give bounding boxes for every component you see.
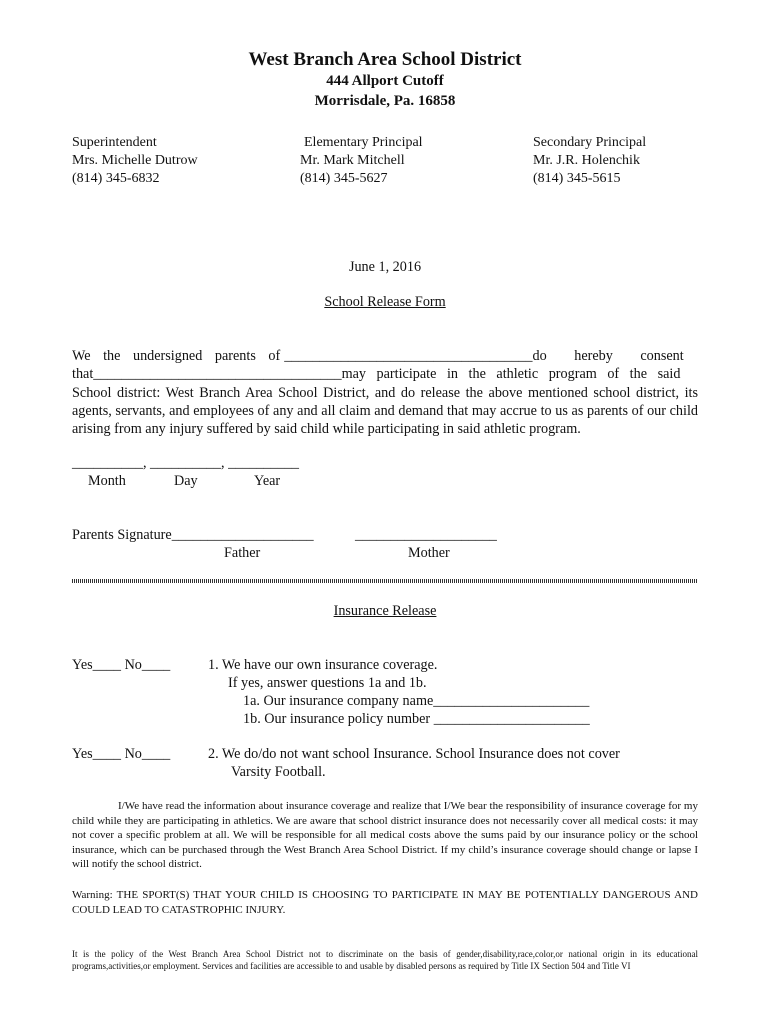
address-line-1: 444 Allport Cutoff (326, 73, 444, 89)
month-label: Month (88, 473, 126, 489)
q2-text-line-2: Varsity Football. (231, 764, 326, 780)
day-label: Day (174, 473, 198, 489)
insurance-statement: I/We have read the information about insurance coverage and realize that I/We bear the responsibility of insurance coverage for my child while they are participating in athletics. We are aware that school district insurance does not necessarily cover all medical costs: it may not cover a specific problem at all. We will be responsible for all medical costs above the sums paid by our insurance policy or the school insurance, which can be purchased through the West Branch Area School District. If my child’s insurance coverage should change or lapse I will notify the school district. (72, 800, 698, 870)
year-label: Year (254, 473, 281, 489)
address-line-2: Morrisdale, Pa. 16858 (314, 93, 456, 109)
q1b-policy-field[interactable]: 1b. Our insurance policy number ______________________ (243, 711, 590, 727)
official-title: Superintendent (72, 135, 157, 150)
consent-line-1: We the undersigned parents of ___________________________________do hereby consent (72, 348, 698, 365)
consent-paragraph: School district: West Branch Area School District, and do release the above mentioned school district, its agents, servants, and employees of any and all claim and demand that may accrue to us as parents of our child arising from any injury suffered by said child while participating in said athletic program. (72, 385, 698, 437)
district-name: West Branch Area School District (248, 49, 522, 70)
q1-subtext: If yes, answer questions 1a and 1b. (228, 675, 427, 691)
q1-yes-no[interactable]: Yes____ No____ (72, 657, 171, 673)
signature-label: Parents Signature (72, 527, 172, 543)
official-phone: (814) 345-5627 (300, 171, 388, 186)
consent-line-2: that___________________________________may participate in the athletic program of the said (72, 366, 681, 382)
official-name: Mrs. Michelle Dutrow (72, 153, 198, 168)
mother-signature-field[interactable]: ____________________ (355, 527, 497, 543)
official-secondary-principal (533, 134, 646, 188)
form-title: School Release Form (324, 294, 446, 310)
father-label: Father (224, 545, 261, 561)
father-signature-field[interactable]: ____________________ (171, 527, 314, 543)
official-phone: (814) 345-5615 (533, 171, 621, 186)
letter-date: June 1, 2016 (348, 259, 422, 275)
official-name: Mr. J.R. Holenchik (533, 153, 640, 168)
date-blanks[interactable]: __________, __________, __________ (72, 455, 299, 471)
insurance-title: Insurance Release (333, 603, 437, 619)
q1-text: 1. We have our own insurance coverage. (208, 657, 438, 673)
official-title: Secondary Principal (533, 135, 647, 150)
q2-text-line-1: 2. We do/do not want school Insurance. School Insurance does not cover (208, 746, 620, 762)
official-elementary-principal (300, 134, 423, 188)
child-name-field-2[interactable]: ___________________________________ (93, 366, 342, 382)
official-name: Mr. Mark Mitchell (300, 153, 405, 168)
section-divider (72, 579, 698, 583)
mother-label: Mother (408, 545, 450, 561)
official-superintendent (72, 134, 198, 188)
nondiscrimination-footer: It is the policy of the West Branch Area School District not to discriminate on the basis of gender,disability,race,color,or national origin in its educational programs,activities,or employment. Services and facilities are accessible to and usable by disabled persons as required by Title IX Section 504 and Title VI (72, 949, 698, 971)
warning-text: Warning: THE SPORT(S) THAT YOUR CHILD IS CHOOSING TO PARTICIPATE IN MAY BE POTENTIALLY DANGEROUS AND COULD LEAD TO CATASTROPHIC INJURY. (72, 889, 698, 916)
official-phone: (814) 345-6832 (72, 171, 160, 186)
q1a-company-field[interactable]: 1a. Our insurance company name______________________ (243, 693, 590, 709)
official-title: Elementary Principal (304, 135, 423, 150)
child-name-field[interactable]: ___________________________________do hereby consent (284, 348, 684, 364)
q2-yes-no[interactable]: Yes____ No____ (72, 746, 171, 762)
parents-signature-row (72, 527, 314, 544)
